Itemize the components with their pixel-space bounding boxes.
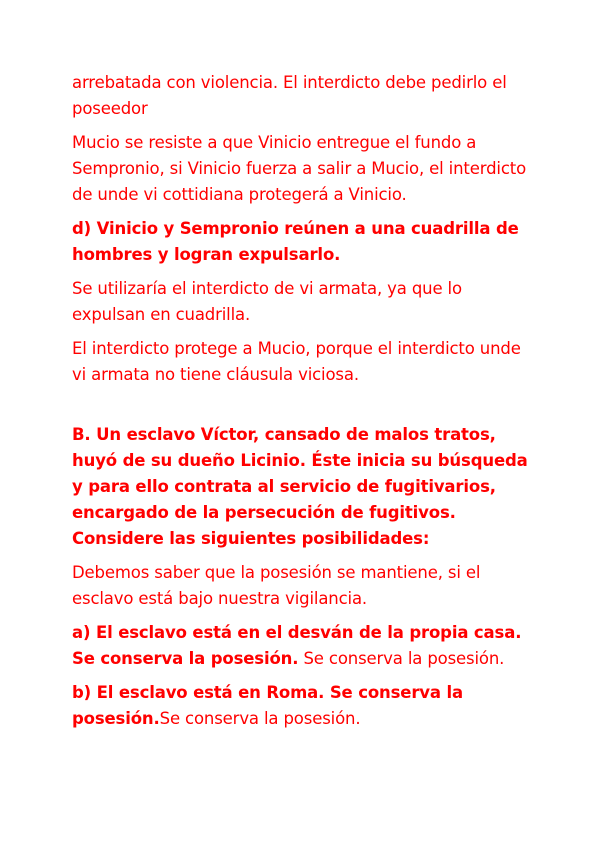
question-a [72, 620, 532, 672]
paragraph-posesion-vigilancia: Debemos saber que la posesión se mantiene, si el esclavo está bajo nuestra vigilancia. [72, 563, 481, 608]
question-a-answer: Se conserva la posesión. [298, 649, 505, 668]
paragraph-protege-mucio: El interdicto protege a Mucio, porque el interdicto unde vi armata no tiene cláusula viciosa. [72, 339, 521, 384]
section-b-heading: B. Un esclavo Víctor, cansado de malos tratos, huyó de su dueño Licinio. Éste inicia su búsqueda y para ello contrata al servicio de fugitivarios, encargado de la persecución de fugitivos. Considere las siguientes posibilidades: [72, 425, 528, 548]
question-b-text: b) El esclavo está en Roma. Se conserva la posesión. [72, 683, 463, 728]
paragraph-interdicto-violencia: arrebatada con violencia. El interdicto debe pedirlo el poseedor [72, 73, 507, 118]
paragraph-mucio-resiste: Mucio se resiste a que Vinicio entregue el fundo a Sempronio, si Vinicio fuerza a salir a Mucio, el interdicto de unde vi cottidiana protegerá a Vinicio. [72, 133, 527, 204]
question-b-answer: Se conserva la posesión. [159, 709, 361, 728]
question-a-text: a) El esclavo está en el desván de la propia casa. Se conserva la posesión. [72, 623, 522, 668]
question-d-heading: d) Vinicio y Sempronio reúnen a una cuadrilla de hombres y logran expulsarlo. [72, 219, 519, 264]
question-b [72, 680, 532, 732]
document-page [72, 70, 532, 732]
paragraph-vi-armata: Se utilizaría el interdicto de vi armata, ya que lo expulsan en cuadrilla. [72, 279, 462, 324]
